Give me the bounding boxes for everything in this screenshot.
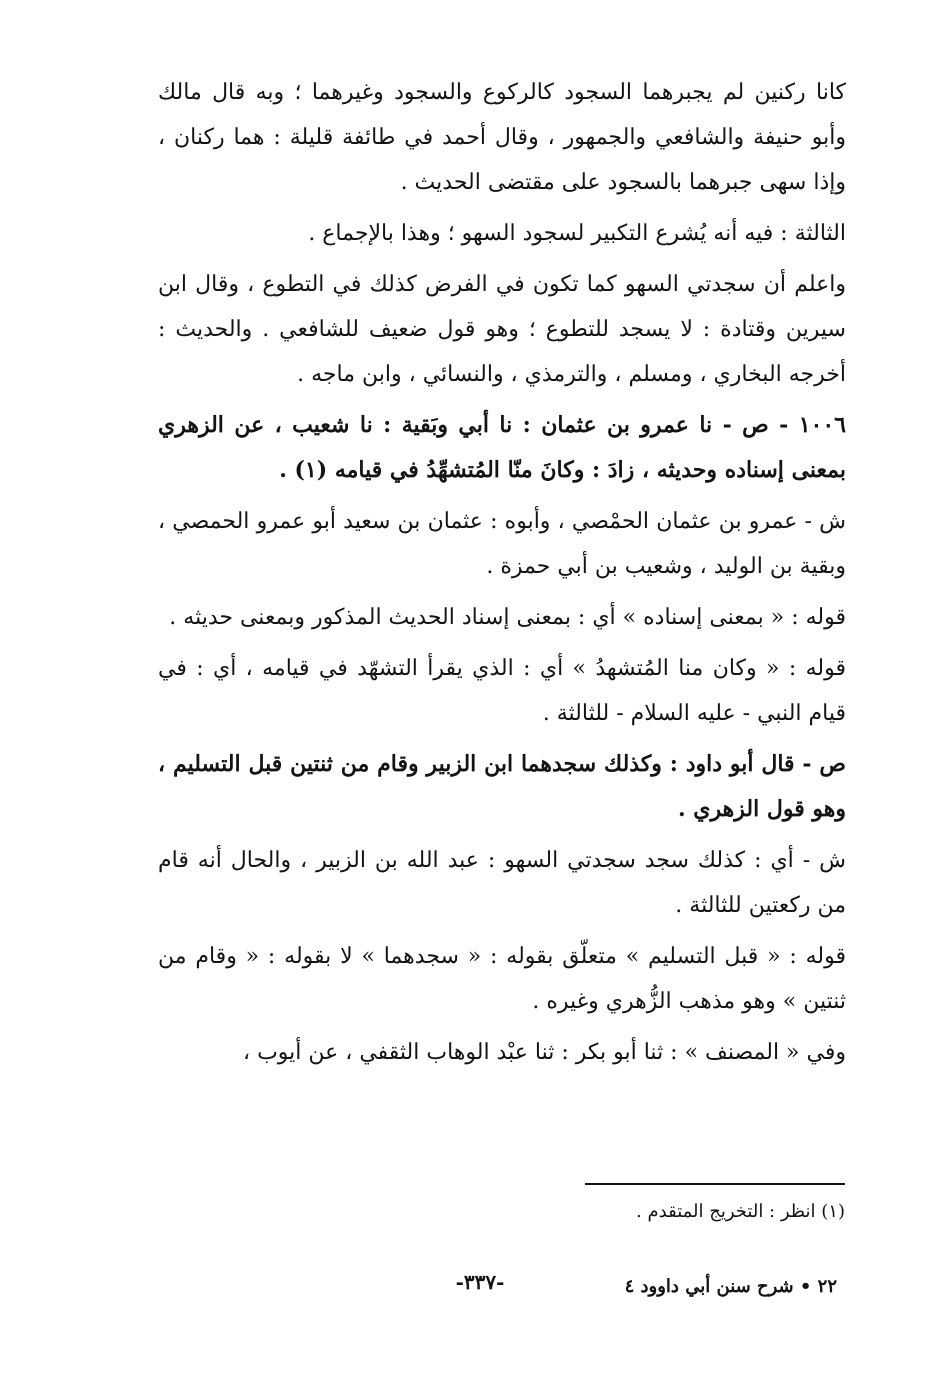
paragraph-7: قوله : « وكان منا المُتشهدُ » أي : الذي يقرأ التشهّد في قيامه ، أي : في قيام النبي - عليه السلام - للثالثة .	[158, 656, 846, 726]
footnote-divider	[585, 1183, 845, 1185]
paragraph-1: كانا ركنين لم يجبرهما السجود كالركوع والسجود وغيرهما ؛ وبه قال مالك وأبو حنيفة والشافعي والجمهور ، وقال أحمد في طائفة قليلة : هما ركنان ، وإذا سهى جبرهما بالسجود على مقتضى الحديث .	[158, 80, 846, 195]
paragraph-3: واعلم أن سجدتي السهو كما تكون في الفرض كذلك في التطوع ، وقال ابن سيرين وقتادة : لا يسجد للتطوع ؛ وهو قول ضعيف للشافعي . والحديث : أخرجه البخاري ، ومسلم ، والترمذي ، والنسائي ، وابن ماجه .	[158, 272, 846, 387]
paragraph-10: قوله : « قبل التسليم » متعلّق بقوله : « سجدهما » لا بقوله : « وقام من ثنتين » وهو مذهب الزُّهري وغيره .	[158, 944, 846, 1014]
paragraph-9: ش - أي : كذلك سجد سجدتي السهو : عبد الله بن الزبير ، والحال أنه قام من ركعتين للثالثة .	[158, 848, 846, 918]
paragraph-5: ش - عمرو بن عثمان الحمْصي ، وأبوه : عثمان بن سعيد أبو عمرو الحمصي ، وبقية بن الوليد ، وشعيب بن أبي حمزة .	[158, 509, 846, 579]
running-footer: ٢٢ • شرح سنن أبي داوود ٤	[624, 1276, 837, 1297]
paragraph-4-hadith: ١٠٠٦ - ص - نا عمرو بن عثمان : نا أبي وبَقية : نا شعيب ، عن الزهري بمعنى إسناده وحديثه ، زادَ : وكانَ منّا المُتشهِّدُ في قيامه (١) .	[158, 412, 846, 483]
paragraph-11: وفي « المصنف » : ثنا أبو بكر : ثنا عبْد الوهاب الثقفي ، عن أيوب ،	[242, 1040, 846, 1065]
paragraph-8-hadith: ص - قال أبو داود : وكذلك سجدهما ابن الزبير وقام من ثنتين قبل التسليم ، وهو قول الزهري .	[158, 751, 846, 822]
footnote: (١) انظر : التخريج المتقدم .	[636, 1201, 845, 1222]
paragraph-6: قوله : « بمعنى إسناده » أي : بمعنى إسناد الحديث المذكور وبمعنى حديثه .	[169, 605, 846, 630]
page-number: -٣٣٧-	[455, 1270, 505, 1294]
page-body	[158, 70, 846, 1075]
paragraph-2: الثالثة : فيه أنه يُشرع التكبير لسجود السهو ؛ وهذا بالإجماع .	[308, 221, 846, 246]
